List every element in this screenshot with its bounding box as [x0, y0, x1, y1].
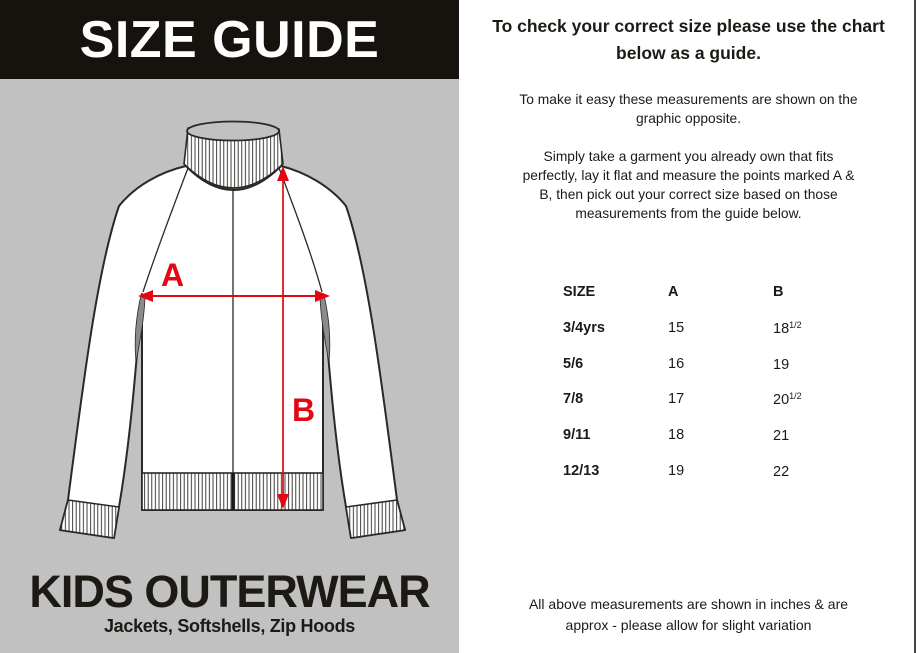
b-value-cell	[773, 463, 863, 499]
size-table	[563, 284, 863, 499]
a-value-cell: 19	[668, 462, 685, 479]
size-cell: 9/11	[563, 427, 591, 444]
b-value-cell	[773, 356, 863, 392]
a-value-cell: 15	[668, 319, 685, 336]
instructions-paragraph: Simply take a garment you already own that fits perfectly, lay it flat and measure the points marked A & B, then pick out your correct size based on those measurements from the guide below.	[522, 149, 855, 221]
a-value-cell: 17	[668, 391, 685, 408]
size-cell: 7/8	[563, 391, 584, 408]
a-value-cell: 18	[668, 427, 685, 444]
a-value-cell: 16	[668, 355, 685, 372]
size-column-header: SIZE	[563, 284, 596, 300]
b-value: 18	[773, 320, 790, 337]
b-value: 19	[773, 356, 790, 373]
garment-illustration-area	[0, 79, 459, 653]
category-subtitle: Jackets, Softshells, Zip Hoods	[103, 616, 356, 636]
page-title: SIZE GUIDE	[79, 10, 380, 69]
size-cell: 5/6	[563, 355, 584, 372]
right-panel	[459, 0, 918, 653]
right-border-line	[914, 0, 916, 653]
b-fraction: 1/2	[789, 319, 802, 330]
collar-opening	[187, 122, 279, 141]
a-column-header: A	[668, 284, 679, 300]
b-value: 22	[773, 463, 790, 480]
size-cell: 3/4yrs	[563, 319, 605, 336]
b-value: 21	[773, 428, 790, 445]
title-banner	[0, 0, 459, 79]
footnote: All above measurements are shown in inches & are approx - please allow for slight variation	[528, 596, 849, 633]
measure-label-b: B	[292, 392, 316, 428]
size-cell: 12/13	[563, 462, 600, 479]
instructions-heading: To check your correct size please use the chart below as a guide.	[492, 16, 885, 63]
b-value-cell	[773, 391, 863, 427]
measure-label-a: A	[161, 257, 185, 293]
b-column-header: B	[773, 284, 784, 300]
intro-paragraph: To make it easy these measurements are shown on the graphic opposite.	[519, 92, 858, 126]
b-value-cell	[773, 320, 863, 356]
category-title: KIDS OUTERWEAR	[29, 566, 430, 617]
b-fraction: 1/2	[789, 391, 802, 402]
b-value-cell	[773, 427, 863, 463]
b-value: 20	[773, 392, 790, 409]
